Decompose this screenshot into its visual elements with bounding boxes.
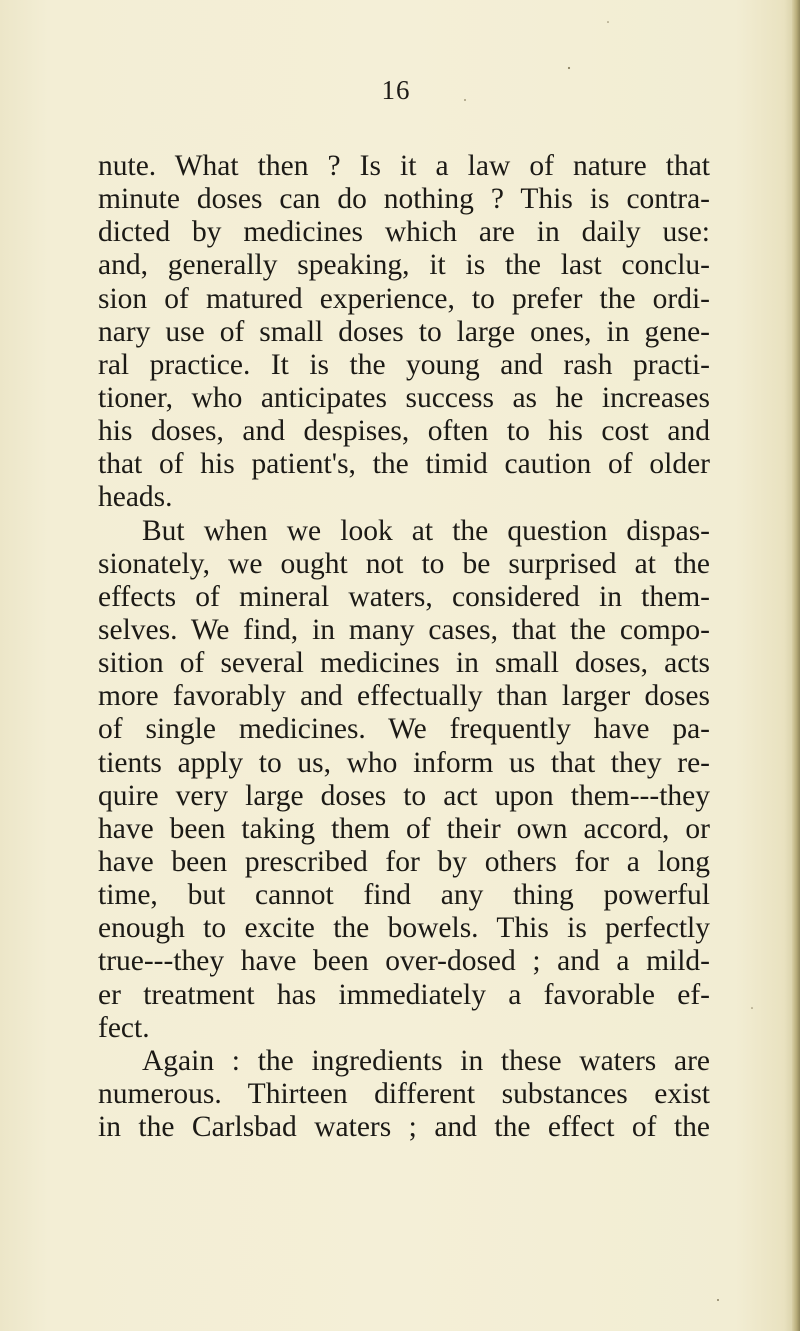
page-edge-shadow [792,0,800,1331]
text-line: of single medicines. We frequently have pa- [98,713,710,746]
text-line: heads. [98,481,173,514]
text-line: minute doses can do nothing ? This is contra- [98,183,710,216]
text-line: enough to excite the bowels. This is perfectly [98,912,710,945]
text-line: have been taking them of their own accord, or [98,812,710,845]
text-line: sion of matured experience, to prefer the ordi- [98,282,710,315]
text-line: true---they have been over-dosed ; and a mild- [98,945,710,978]
text-line: and, generally speaking, it is the last conclu- [98,249,710,282]
page-number: 16 [381,75,411,105]
paper-speck [717,1299,719,1301]
text-line: sition of several medicines in small doses, acts [98,647,710,680]
paragraph-start-line: But when we look at the question dispas- [142,514,710,547]
text-line: more favorably and effectually than larger doses [98,680,710,713]
text-line: numerous. Thirteen different substances exist [98,1077,710,1110]
text-line: have been prescribed for by others for a long [98,845,710,878]
text-line: sionately, we ought not to be surprised at the [98,547,710,580]
text-line: er treatment has immediately a favorable ef- [98,978,710,1011]
text-line: nary use of small doses to large ones, in gene- [98,315,710,348]
text-line: ral practice. It is the young and rash practi- [98,348,710,381]
text-line: in the Carlsbad waters ; and the effect of the [98,1111,710,1144]
text-line: dicted by medicines which are in daily use: [98,216,710,249]
paper-speck [568,67,570,69]
paragraph-start-line: Again : the ingredients in these waters are [142,1044,710,1077]
body-text [98,150,710,1144]
text-line: effects of mineral waters, considered in them- [98,580,710,613]
paper-speck [607,21,609,23]
paper-speck [751,1007,753,1009]
text-line: his doses, and despises, often to his cost and [98,415,710,448]
text-line: tioner, who anticipates success as he increases [98,381,710,414]
text-line: tients apply to us, who inform us that they re- [98,746,710,779]
text-line: quire very large doses to act upon them---they [98,779,710,812]
text-line: selves. We find, in many cases, that the compo- [98,613,710,646]
text-line: that of his patient's, the timid caution of older [98,448,710,481]
paper-speck [464,99,466,101]
text-line: fect. [98,1011,150,1044]
text-line: time, but cannot find any thing powerful [98,879,710,912]
text-line: nute. What then ? Is it a law of nature that [98,150,710,182]
